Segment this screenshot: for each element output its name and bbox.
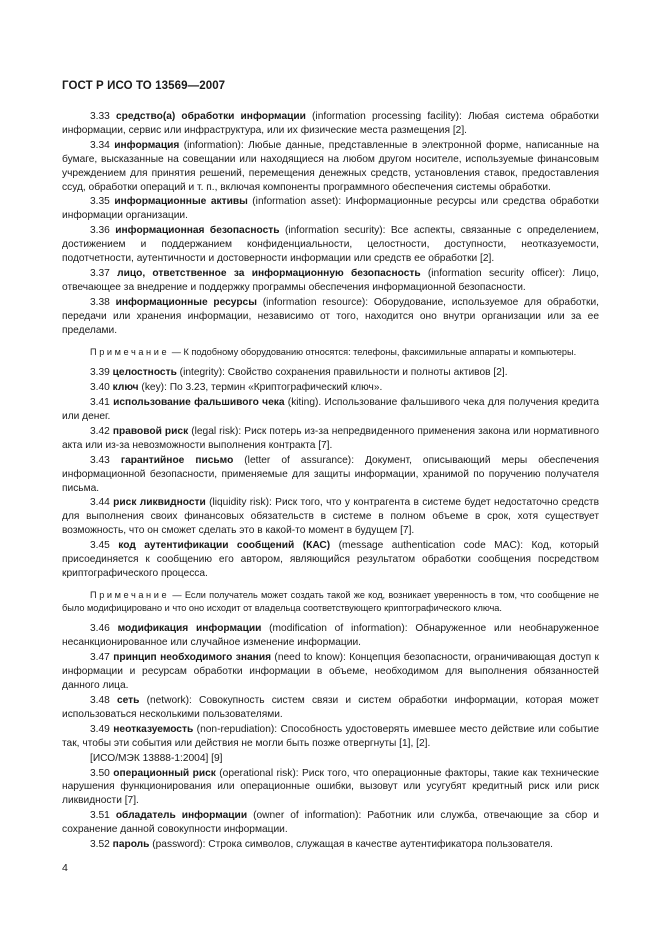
definition-entry xyxy=(62,396,599,424)
definition-entry xyxy=(62,496,599,538)
entry-definition: (non-repudiation): Способность удостоверять имевшее место действие или событие так, чтобы эти события или действия не могли быть позже отвергнуты [1], [2]. xyxy=(62,723,599,749)
entries-group-3 xyxy=(62,622,599,750)
entry-definition: (need to know): Концепция безопасности, ограничивающая доступ к информации и ресурсам обработки информации в объеме, необходимом для выполнения обязанностей данного лица. xyxy=(62,652,599,692)
entry-term: риск ликвидности xyxy=(113,497,206,509)
entry-definition: (information): Любые данные, представленные в электронной форме, написанные на бумаге, высказанные на совещании или находящиеся на любом другом носителе, используемые финансовым учреждением для принятия решений, перемещения денежных средств, установления ставок, предоставления ссуд, обработки операций и т. п., включая компоненты программного обеспечения системы обработки. xyxy=(62,139,599,193)
entry-definition: (information processing facility): Любая система обработки информации, сервис или инфраструктура, или их физические места размещения [2]. xyxy=(62,111,599,136)
definition-entry xyxy=(62,622,599,650)
entry-number: 3.52 xyxy=(90,839,110,851)
definition-entry xyxy=(62,651,599,693)
entry-number: 3.48 xyxy=(90,695,110,707)
entries-group-4 xyxy=(62,767,599,852)
entry-term: операционный риск xyxy=(113,767,216,779)
standard-header: ГОСТ Р ИСО ТО 13569—2007 xyxy=(62,80,226,92)
entry-number: 3.45 xyxy=(90,540,110,552)
reference-line: [ИСО/МЭК 13888-1:2004] [9] xyxy=(90,752,223,764)
entry-number: 3.41 xyxy=(90,397,110,409)
definition-entry xyxy=(62,366,599,380)
entry-term: средство(а) обработки информации xyxy=(115,111,306,122)
entry-definition: (integrity): Свойство сохранения правильности и полноты активов [2]. xyxy=(176,367,508,379)
entry-definition: (owner of information): Работник или служба, отвечающие за сбор и сохранение данной совокупности информации. xyxy=(62,810,599,836)
entry-number: 3.50 xyxy=(90,767,110,779)
entry-number: 3.37 xyxy=(90,267,110,279)
definition-entry xyxy=(62,809,599,837)
note-text: — К подобному оборудованию относятся: телефоны, факсимильные аппараты и компьютеры. xyxy=(169,346,577,357)
definition-entry xyxy=(62,296,599,338)
entry-term: ключ xyxy=(112,382,139,394)
definition-entry xyxy=(62,110,599,138)
entry-definition: (kiting). Использование фальшивого чека для получения кредита или денег. xyxy=(62,397,599,423)
entry-number: 3.51 xyxy=(90,810,110,822)
definition-entry xyxy=(62,224,599,266)
definition-entry xyxy=(62,539,599,581)
entry-term: информационная безопасность xyxy=(115,225,280,237)
note-label: Примечание xyxy=(90,589,170,600)
entry-number: 3.49 xyxy=(90,723,110,735)
entry-term: неотказуемость xyxy=(113,723,194,735)
entry-term: целостность xyxy=(112,367,177,379)
definition-entry xyxy=(62,425,599,453)
entry-term: принцип необходимого знания xyxy=(113,652,272,664)
entry-number: 3.35 xyxy=(90,196,110,208)
entry-number: 3.44 xyxy=(90,497,110,509)
entry-term: пароль xyxy=(112,839,150,851)
entry-term: модификация информации xyxy=(117,623,262,635)
entry-definition: (network): Совокупность систем связи и систем обработки информации, которая может использоваться несколькими пользователями. xyxy=(62,695,599,720)
entry-definition: (operational risk): Риск того, что операционные факторы, такие как технические нарушения функционирования или операционные ошибки, вызовут или усугубят кредитный риск или риск ликвидности [7]. xyxy=(62,767,600,807)
entry-definition: (legal risk): Риск потерь из-за непредвиденного применения закона или нормативного акта или из-за невозможности выполнения контракта [7]. xyxy=(62,425,599,451)
note-label: Примечание xyxy=(90,346,170,357)
document-body xyxy=(62,110,599,853)
entry-definition: (message authentication code MAC): Код, который присоединяется к сообщению его автором, являющийся результатом обработки сообщения посредством криптографического процесса. xyxy=(62,540,599,579)
entry-term: информационные ресурсы xyxy=(115,296,257,308)
entry-definition: (letter of assurance): Документ, описывающий меры обеспечения информационной безопасности, применяемые для защиты информации, хранимой по поручению получателя письма. xyxy=(62,454,599,494)
entry-term: обладатель информации xyxy=(115,810,248,822)
entry-definition: (password): Строка символов, служащая в качестве аутентификатора пользователя. xyxy=(149,839,553,851)
definition-entry xyxy=(62,767,599,809)
entries-group-1 xyxy=(62,110,599,338)
entry-number: 3.46 xyxy=(90,623,110,635)
entry-number: 3.42 xyxy=(90,425,110,437)
entry-number: 3.34 xyxy=(90,139,110,151)
entry-number: 3.33 xyxy=(90,111,110,122)
entry-number: 3.38 xyxy=(90,296,110,308)
entry-term: код аутентификации сообщений (КАС) xyxy=(118,540,331,552)
definition-entry xyxy=(62,195,599,223)
entry-definition: (modification of information): Обнаруженное или необнаруженное несанкционированное или случайное изменение информации. xyxy=(62,623,599,649)
entry-definition: (key): По 3.23, термин «Криптографический ключ». xyxy=(138,382,383,394)
entries-group-2 xyxy=(62,366,599,581)
definition-entry xyxy=(62,694,599,722)
entry-term: правовой риск xyxy=(112,425,189,437)
entry-number: 3.47 xyxy=(90,652,110,664)
entry-term: лицо, ответственное за информационную безопасность xyxy=(117,267,421,279)
definition-entry xyxy=(62,723,599,751)
entry-number: 3.43 xyxy=(90,454,110,466)
entry-definition: (information asset): Информационные ресурсы или средства обработки информации организации. xyxy=(62,196,599,222)
entry-term: использование фальшивого чека xyxy=(113,397,285,409)
entry-definition: (liquidity risk): Риск того, что у контрагента в системе будет недостаточно средств для выполнения своих финансовых обязательств в системе в полном объеме в срок, хотя существует возможность, что он сможет сделать это в какой-то момент в будущем [7]. xyxy=(62,497,599,537)
definition-entry xyxy=(62,139,599,195)
entry-definition: (information security): Все аспекты, связанные с определением, достижением и поддержанием конфиденциальности, целостности, доступности, неотказуемости, подотчетности, аутентичности и достоверности информации или средств ее обработки [2]. xyxy=(62,225,599,265)
entry-number: 3.36 xyxy=(90,225,110,237)
note-2 xyxy=(62,589,599,615)
entry-term: сеть xyxy=(116,695,140,707)
entry-number: 3.40 xyxy=(90,382,110,394)
entry-term: гарантийное письмо xyxy=(120,454,234,466)
entry-term: информация xyxy=(114,139,180,151)
entry-definition: (information resource): Оборудование, используемое для обработки, передачи или хранения информации, независимо от того, находится оно внутри организации или за ее пределами. xyxy=(62,296,599,336)
entry-number: 3.39 xyxy=(90,367,110,379)
entry-term: информационные активы xyxy=(114,196,248,208)
note-1 xyxy=(62,346,599,359)
definition-entry xyxy=(62,454,599,496)
definition-entry xyxy=(62,381,599,395)
definition-entry xyxy=(62,838,599,852)
note-text: — Если получатель может создать такой же код, возникает уверенность в том, что сообщение не было модифицировано и что оно исходит от владельца соответствующего криптографического ключа. xyxy=(62,589,599,613)
entry-definition: (information security officer): Лицо, отвечающее за внедрение и поддержку программы обеспечения информационной безопасности. xyxy=(62,267,599,293)
definition-entry xyxy=(62,267,599,295)
page-number: 4 xyxy=(62,862,68,874)
